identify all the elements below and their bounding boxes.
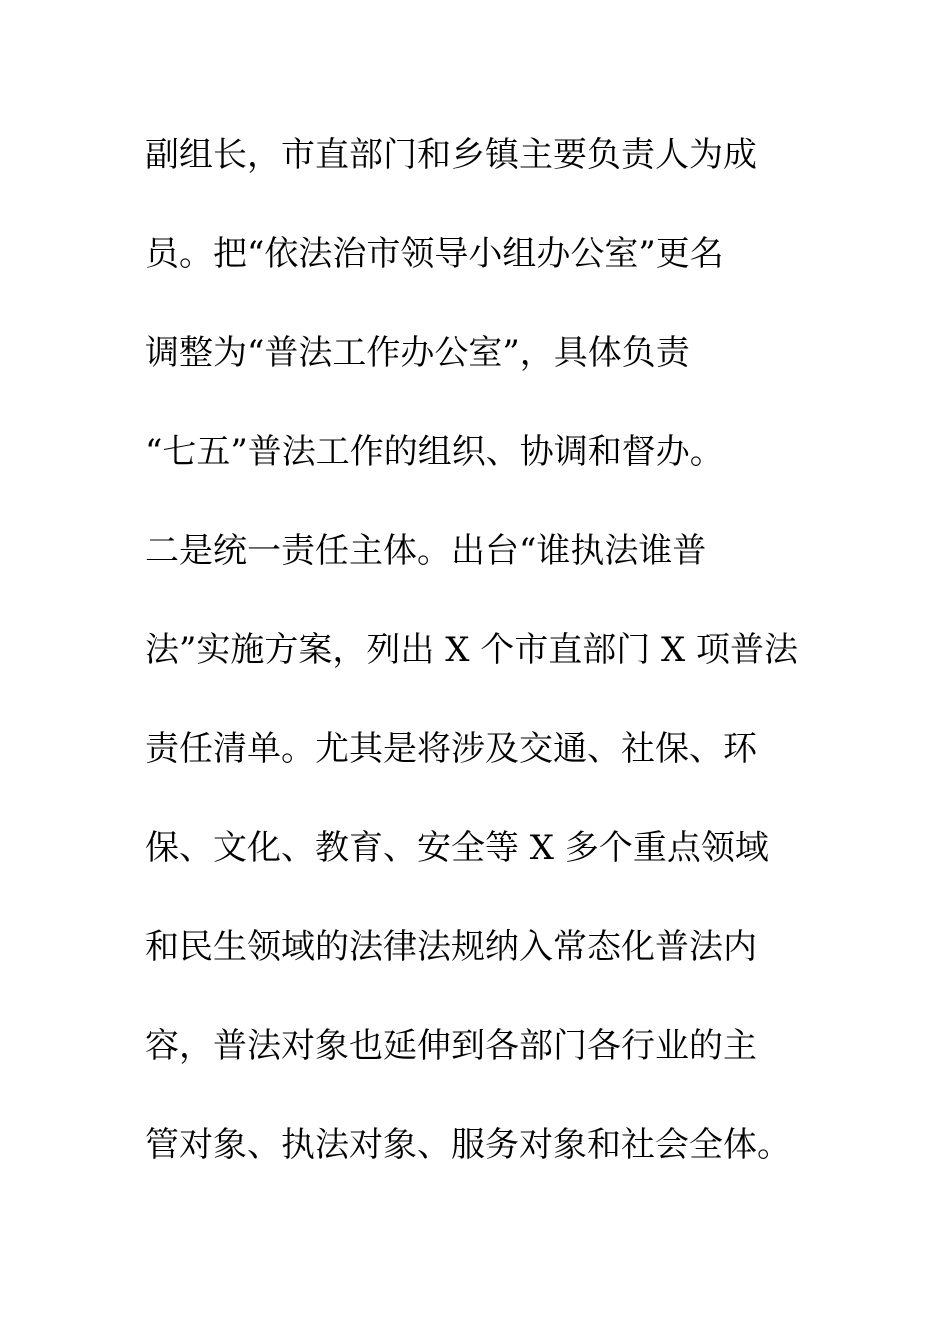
text-line-8: 保、文化、教育、安全等 X 多个重点领域: [145, 828, 769, 868]
body-text: [145, 122, 825, 1211]
text-line-11: 管对象、执法对象、服务对象和社会全体。: [145, 1125, 791, 1165]
text-line-7: 责任清单。尤其是将涉及交通、社保、环: [145, 729, 757, 769]
text-line-5: 二是统一责任主体。出台“谁执法谁普: [145, 531, 707, 571]
text-line-1: 副组长，市直部门和乡镇主要负责人为成: [145, 135, 757, 175]
text-line-2: 员。把“依法治市领导小组办公室”更名: [145, 234, 724, 274]
text-line-3: 调整为“普法工作办公室”，具体负责: [145, 333, 690, 373]
text-line-10: 容，普法对象也延伸到各部门各行业的主: [145, 1026, 757, 1066]
text-line-9: 和民生领域的法律法规纳入常态化普法内: [145, 927, 757, 967]
text-line-6: 法”实施方案，列出 X 个市直部门 X 项普法: [145, 630, 799, 670]
text-line-4: “七五”普法工作的组织、协调和督办。: [145, 432, 724, 472]
